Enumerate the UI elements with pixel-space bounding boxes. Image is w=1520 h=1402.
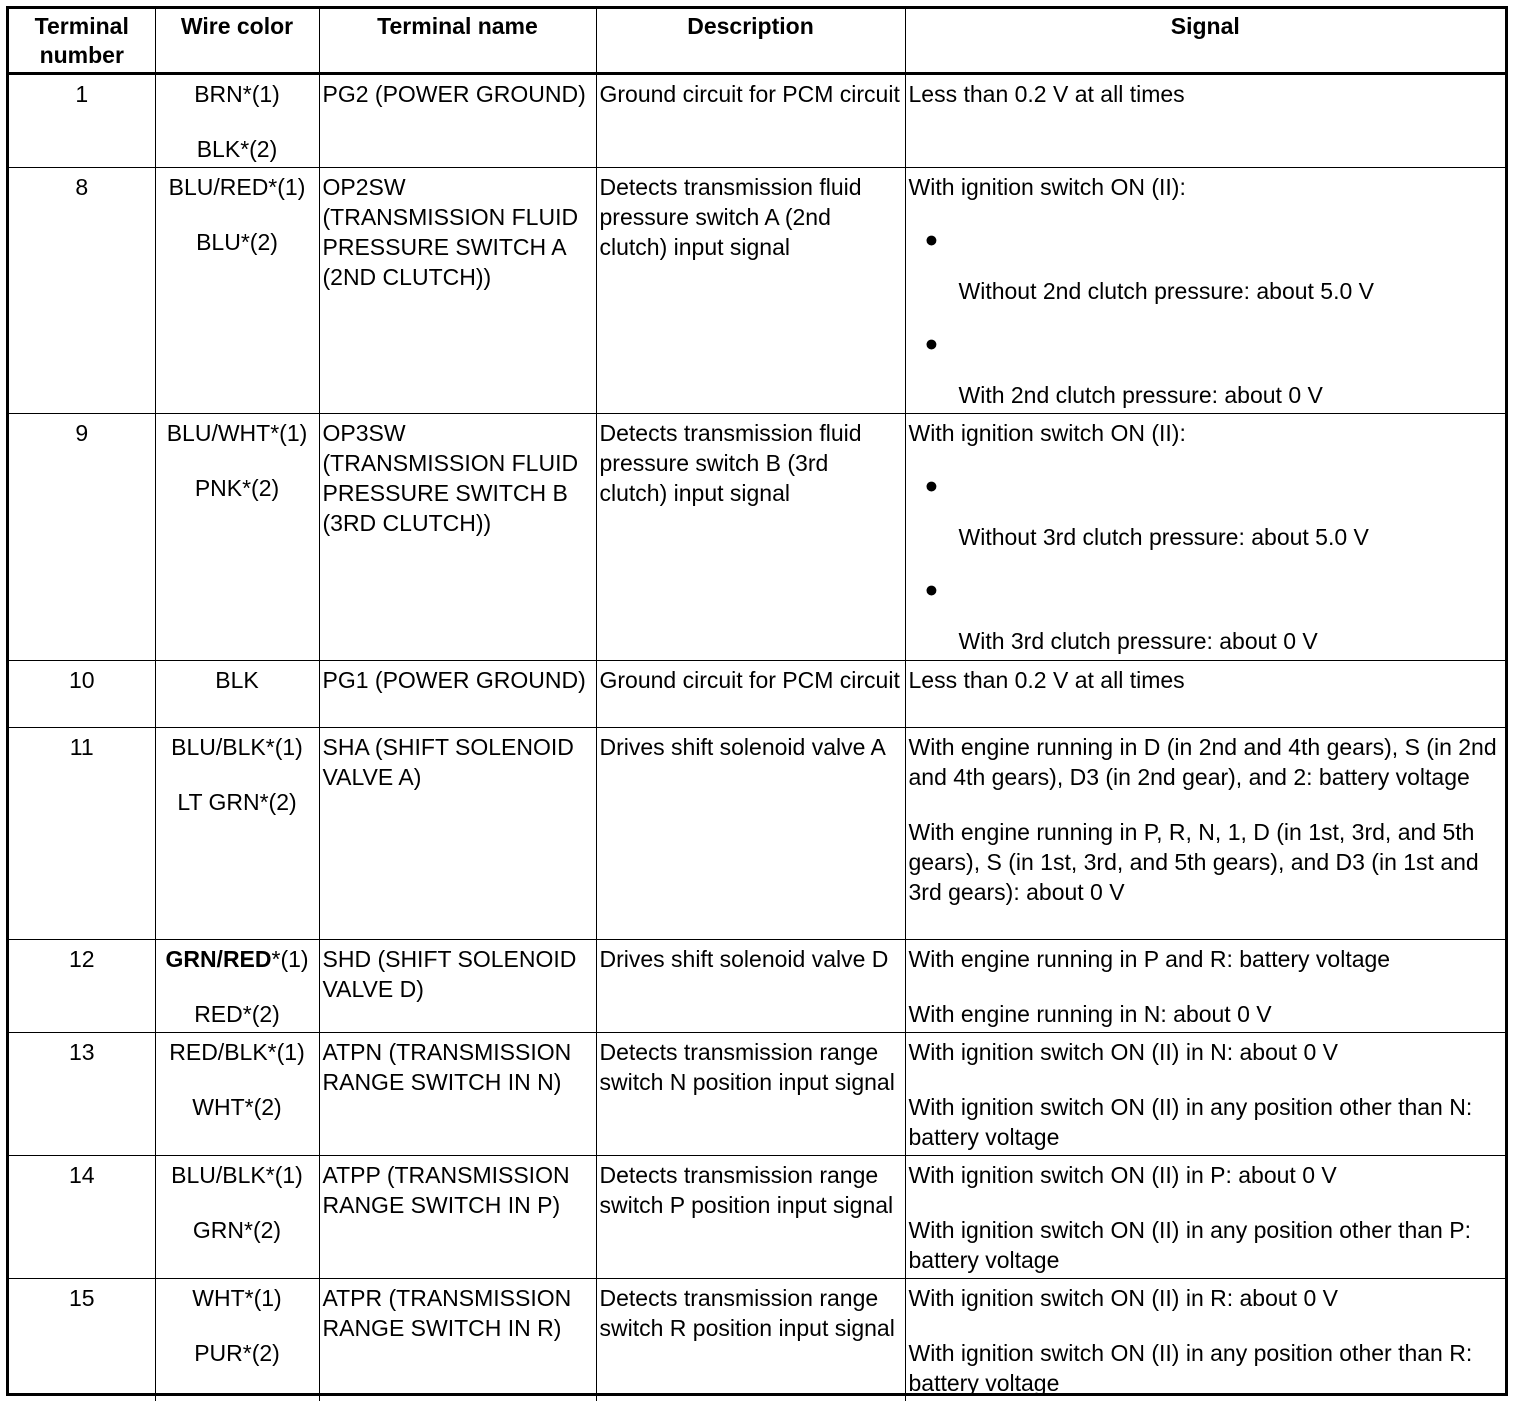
bullet-icon: ●: [924, 330, 939, 356]
signal-text: With ignition switch ON (II) in any position other than N: battery voltage: [908, 1094, 1473, 1150]
terminal-name: ATPP (TRANSMISSION RANGE SWITCH IN P): [319, 1156, 596, 1279]
terminal-name: ATPR (TRANSMISSION RANGE SWITCH IN R): [319, 1279, 596, 1402]
terminal-number: 13: [9, 1033, 155, 1156]
table-row: [9, 661, 1505, 728]
signal-lead: With ignition switch ON (II):: [908, 420, 1186, 446]
wire-color-1-suffix: *(1): [271, 946, 309, 972]
wire-color-2: PNK*(2): [194, 475, 280, 501]
header-signal: Signal: [905, 9, 1505, 74]
wire-color-1: BLU/BLK*(1): [171, 1162, 303, 1188]
terminal-table-sheet: [6, 6, 1508, 1396]
header-terminal-number: Terminal number: [9, 9, 155, 74]
terminal-number: 9: [9, 414, 155, 661]
bullet-text: With 3rd clutch pressure: about 0 V: [958, 628, 1318, 654]
wire-color-1: BLU/WHT*(1): [166, 420, 308, 446]
signal-text: With engine running in P and R: battery voltage: [908, 946, 1391, 972]
terminal-name: PG2 (POWER GROUND): [319, 74, 596, 168]
signal-text: With ignition switch ON (II) in any position other than R: battery voltage: [908, 1340, 1473, 1396]
signal-lead: With ignition switch ON (II):: [908, 174, 1186, 200]
signal-bullet: [909, 328, 1503, 410]
signal-text: With ignition switch ON (II) in R: about 0 V: [908, 1285, 1338, 1311]
wire-color-cell: [155, 1156, 319, 1279]
terminal-name: SHD (SHIFT SOLENOID VALVE D): [319, 940, 596, 1033]
wire-color-1: WHT*(1): [192, 1285, 282, 1311]
terminal-name: ATPN (TRANSMISSION RANGE SWITCH IN N): [319, 1033, 596, 1156]
terminal-number: 15: [9, 1279, 155, 1402]
signal-bullet: [909, 470, 1503, 552]
bullet-text: With 2nd clutch pressure: about 0 V: [958, 382, 1323, 408]
wire-color-cell: [155, 414, 319, 661]
signal-text: Less than 0.2 V at all times: [908, 667, 1185, 693]
wire-color-cell: [155, 1279, 319, 1402]
wire-color-1: BLU/BLK*(1): [171, 734, 303, 760]
wire-color-cell: [155, 728, 319, 940]
wire-color-2: BLU*(2): [196, 229, 278, 255]
wire-color-1: RED/BLK*(1): [169, 1039, 305, 1065]
table-row: [9, 1279, 1505, 1402]
terminal-number: 14: [9, 1156, 155, 1279]
terminal-number: 1: [9, 74, 155, 168]
description: Drives shift solenoid valve D: [596, 940, 905, 1033]
description: Detects transmission range switch P position input signal: [596, 1156, 905, 1279]
terminal-number: 8: [9, 168, 155, 414]
header-row: [9, 9, 1505, 74]
table-row: [9, 940, 1505, 1033]
bullet-text: Without 3rd clutch pressure: about 5.0 V: [958, 524, 1369, 550]
wire-color-2: BLK*(2): [196, 136, 278, 162]
signal-cell: [905, 728, 1505, 940]
description: Ground circuit for PCM circuit: [596, 661, 905, 728]
terminal-name: OP3SW (TRANSMISSION FLUID PRESSURE SWITCH B (3RD CLUTCH)): [319, 414, 596, 661]
wire-color-cell: [155, 74, 319, 168]
wire-color-1: BLK: [215, 667, 259, 693]
wire-color-2: PUR*(2): [194, 1340, 280, 1366]
wire-color-cell: [155, 168, 319, 414]
description: Detects transmission fluid pressure switch A (2nd clutch) input signal: [596, 168, 905, 414]
wire-color-2: RED*(2): [194, 1001, 280, 1027]
signal-cell: [905, 1156, 1505, 1279]
table-row: [9, 1156, 1505, 1279]
signal-text: With ignition switch ON (II) in any position other than P: battery voltage: [908, 1217, 1471, 1273]
header-description: Description: [596, 9, 905, 74]
bullet-icon: ●: [924, 226, 939, 252]
signal-text: With ignition switch ON (II) in P: about 0 V: [908, 1162, 1337, 1188]
wire-color-2: GRN*(2): [192, 1217, 282, 1243]
bullet-icon: ●: [924, 472, 939, 498]
signal-text: With engine running in N: about 0 V: [908, 1001, 1272, 1027]
description: Detects transmission fluid pressure switch B (3rd clutch) input signal: [596, 414, 905, 661]
terminal-name: SHA (SHIFT SOLENOID VALVE A): [319, 728, 596, 940]
signal-cell: [905, 940, 1505, 1033]
wire-color-1-emphasis: GRN/RED: [165, 946, 272, 972]
terminal-name: OP2SW (TRANSMISSION FLUID PRESSURE SWITCH A (2ND CLUTCH)): [319, 168, 596, 414]
table-row: [9, 168, 1505, 414]
signal-cell: [905, 168, 1505, 414]
terminal-name: PG1 (POWER GROUND): [319, 661, 596, 728]
signal-bullet: [909, 574, 1503, 656]
description: Ground circuit for PCM circuit: [596, 74, 905, 168]
table-row: [9, 1033, 1505, 1156]
signal-cell: [905, 1033, 1505, 1156]
description: Drives shift solenoid valve A: [596, 728, 905, 940]
signal-cell: [905, 661, 1505, 728]
bullet-icon: ●: [924, 576, 939, 602]
header-terminal-name: Terminal name: [319, 9, 596, 74]
signal-cell: [905, 74, 1505, 168]
wire-color-2: WHT*(2): [192, 1094, 282, 1120]
table-row: [9, 74, 1505, 168]
terminal-number: 10: [9, 661, 155, 728]
wire-color-cell: [155, 1033, 319, 1156]
description: Detects transmission range switch R position input signal: [596, 1279, 905, 1402]
wire-color-1: BRN*(1): [194, 81, 280, 107]
signal-cell: [905, 1279, 1505, 1402]
signal-text: With engine running in D (in 2nd and 4th gears), S (in 2nd and 4th gears), D3 (in 2nd gear), and 2: battery voltage: [908, 734, 1497, 790]
wire-color-1: [159, 944, 316, 974]
wire-color-cell: [155, 940, 319, 1033]
wire-color-2: LT GRN*(2): [177, 789, 297, 815]
terminal-table: [9, 9, 1505, 1401]
wire-color-1: BLU/RED*(1): [168, 174, 306, 200]
table-row: [9, 414, 1505, 661]
signal-text: With engine running in P, R, N, 1, D (in 1st, 3rd, and 5th gears), S (in 1st, 3rd, and 5th gears), and D3 (in 1st and 3rd gears): about 0 V: [908, 819, 1479, 905]
signal-cell: [905, 414, 1505, 661]
terminal-number: 12: [9, 940, 155, 1033]
description: Detects transmission range switch N position input signal: [596, 1033, 905, 1156]
terminal-number: 11: [9, 728, 155, 940]
signal-bullet: [909, 224, 1503, 306]
signal-text: With ignition switch ON (II) in N: about 0 V: [908, 1039, 1338, 1065]
table-row: [9, 728, 1505, 940]
wire-color-cell: [155, 661, 319, 728]
bullet-text: Without 2nd clutch pressure: about 5.0 V: [958, 278, 1375, 304]
header-wire-color: Wire color: [155, 9, 319, 74]
signal-text: Less than 0.2 V at all times: [908, 81, 1185, 107]
